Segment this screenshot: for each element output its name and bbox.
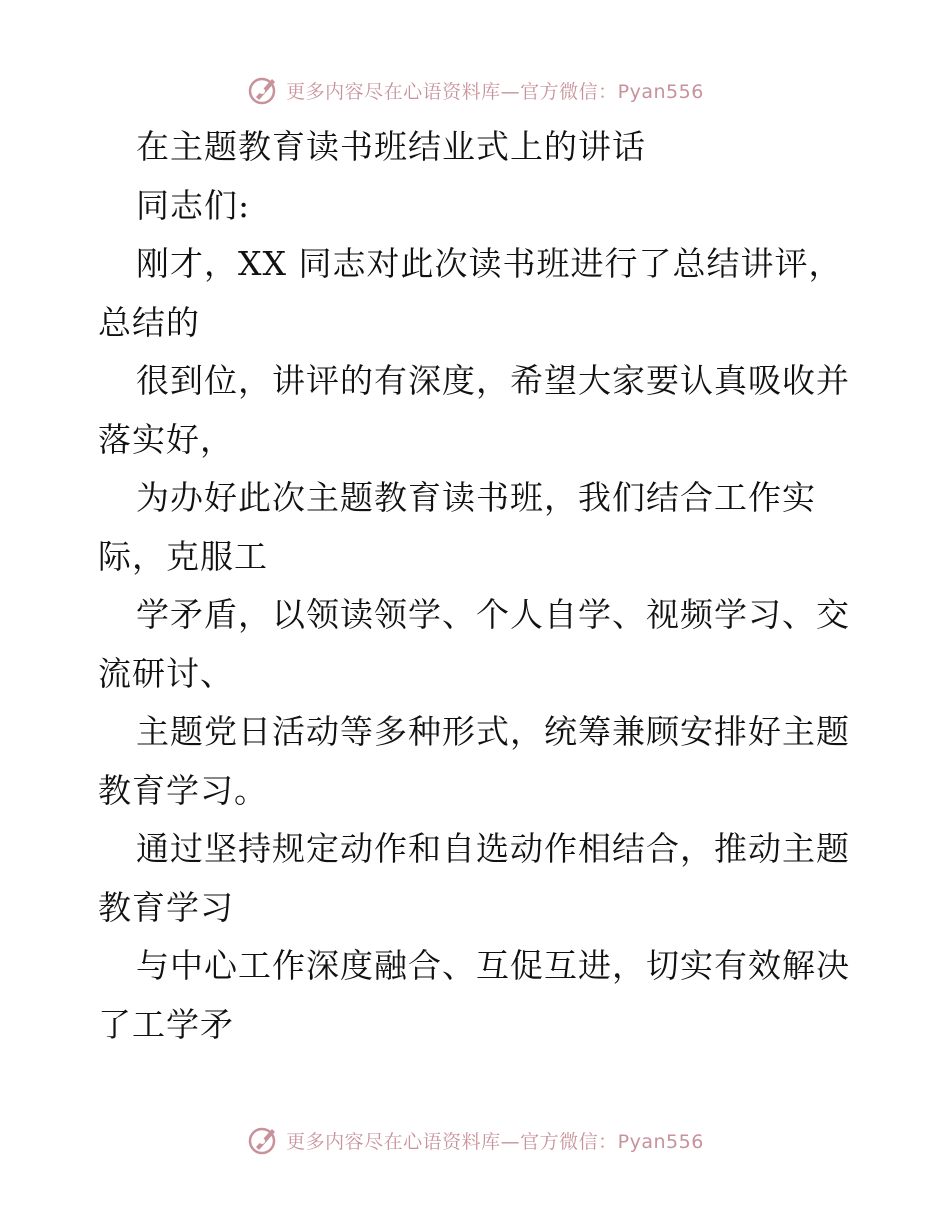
document-body [98, 118, 858, 1054]
header-watermark [0, 70, 950, 110]
paragraph-line: 刚才，XX 同志对此次读书班进行了总结讲评， [136, 244, 843, 283]
paragraph-line: 际，克服工 [98, 536, 268, 576]
paragraph-line: 主题党日活动等多种形式，统筹兼顾安排好主题 [136, 712, 850, 751]
pen-logo-icon [246, 1123, 280, 1157]
pen-logo-icon [246, 73, 280, 107]
paragraph-line: 落实好， [98, 419, 234, 459]
watermark-text: 更多内容尽在心语资料库—官方微信：Pyan556 [286, 1130, 704, 1153]
paragraph-line: 总结的 [98, 302, 200, 342]
paragraph-line: 通过坚持规定动作和自选动作相结合，推动主题 [136, 829, 850, 868]
paragraph-line: 与中心工作深度融合、互促互进，切实有效解决 [136, 946, 850, 985]
document-title: 在主题教育读书班结业式上的讲话 [136, 127, 646, 166]
paragraph-line: 教育学习 [98, 887, 234, 927]
paragraph-line: 很到位，讲评的有深度，希望大家要认真吸收并 [136, 361, 850, 400]
paragraph-line: 为办好此次主题教育读书班，我们结合工作实 [136, 478, 816, 517]
salutation: 同志们: [136, 185, 251, 225]
watermark-text: 更多内容尽在心语资料库—官方微信：Pyan556 [286, 80, 704, 103]
paragraph-line: 学矛盾，以领读领学、个人自学、视频学习、交 [136, 595, 850, 634]
paragraph-line: 流研讨、 [98, 653, 234, 693]
footer-watermark [0, 1120, 950, 1160]
paragraph-line: 教育学习。 [98, 770, 268, 810]
paragraph-line: 了工学矛 [98, 1004, 234, 1044]
